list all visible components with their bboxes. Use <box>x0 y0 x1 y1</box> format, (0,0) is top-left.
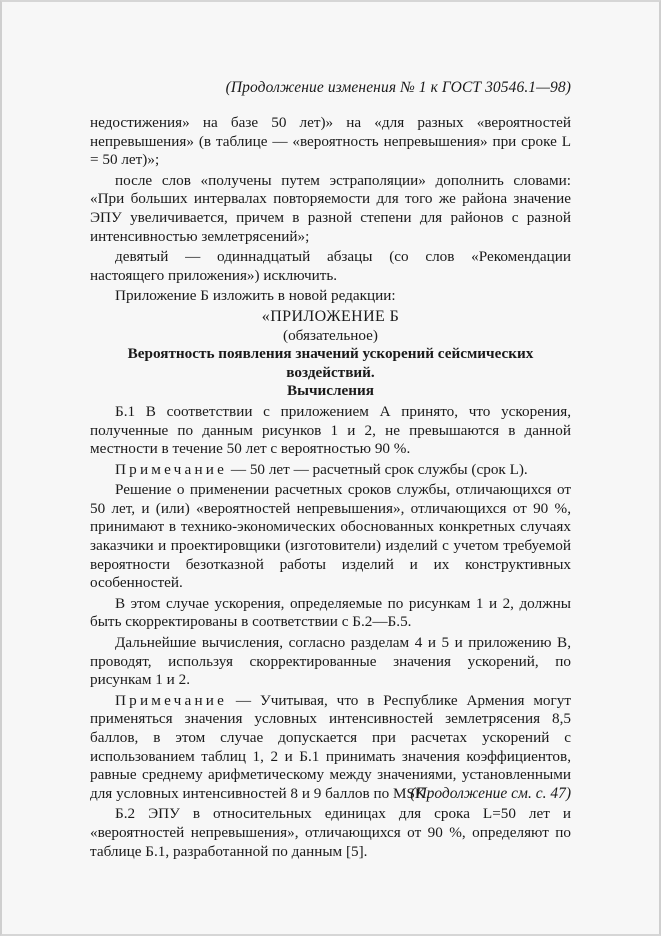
note-1 <box>90 461 571 480</box>
appendix-status: (обязательное) <box>283 326 378 344</box>
section-b1-paragraph-3: В этом случае ускорения, определяемые по рисункам 1 и 2, должны быть скорректированы в соответствии с Б.2—Б.5. <box>90 594 571 631</box>
paragraph-3: девятый — одиннадцатый абзацы (со слов «Рекомендации настоящего приложения») исключить. <box>90 248 571 284</box>
paragraph-4: Приложение Б изложить в новой редакции: <box>115 287 396 305</box>
note-1-text: — 50 лет — расчетный срок службы (срок L). <box>227 460 528 478</box>
section-b1: Б.1 В соответствии с приложением А принято, что ускорения, полученные по данным рисунков 1 и 2, не превышаются в данной местности в течение 50 лет с вероятностью 90 %. <box>90 402 571 458</box>
paragraph-1: недостижения» на базе 50 лет)» на «для разных «вероятностей непревышения» (в таблице — «вероятность непревышения» при сроке L = 50 лет)»; <box>90 114 571 169</box>
continuation-header: (Продолжение изменения № 1 к ГОСТ 30546.1—98) <box>225 79 571 96</box>
appendix-heading-line-1: Вероятность появления значений ускорений сейсмических воздействий. <box>127 345 534 381</box>
note-2-text: — Учитывая, что в Республике Армения могут применяться значения условных интенсивностей землетрясения 8,5 баллов, в этом случае допускается при расчетах ускорений с использованием таблиц 1, 2 и Б.1 принимать значения коэффициентов, равные среднему арифметическому между значениями, установленными для условных интенсивностей 8 и 9 баллов по MSK. <box>90 691 571 802</box>
appendix-heading-line-2: Вычисления <box>286 382 375 400</box>
continuation-footer: (Продолжение см. с. 47) <box>410 785 571 802</box>
paragraph-2: после слов «получены путем эстраполяции» дополнить словами: «При больших интервалах повторяемости для того же района значение ЭПУ увеличивается, причем в разной степени для районов с разной интенсивностью землетрясений»; <box>90 171 571 245</box>
section-b2: Б.2 ЭПУ в относительных единицах для срока L=50 лет и «вероятностей непревышения», отличающихся от 90 %, определяют по таблице Б.1, разработанной по данным [5]. <box>90 805 571 860</box>
section-b1-paragraph-4: Дальнейшие вычисления, согласно разделам 4 и 5 и приложению В, проводят, используя скорректированные значения ускорений, по рисункам 1 и 2. <box>90 634 571 689</box>
note-1-label: Примечание <box>115 460 228 478</box>
section-b1-paragraph-2: Решение о применении расчетных сроков службы, отличающихся от 50 лет, и (или) «вероятностей непревышения», отличающихся от 90 %, принимают в технико-экономических обоснованных конкретных случаях заказчики и проектировщики (изготовители) изделий с учетом требуемой вероятности безотказной работы изделий и их конструктивных особенностей. <box>90 481 571 592</box>
note-2-label: Примечание <box>115 691 228 709</box>
document-body <box>90 114 571 863</box>
appendix-title: «ПРИЛОЖЕНИЕ Б <box>261 307 400 325</box>
